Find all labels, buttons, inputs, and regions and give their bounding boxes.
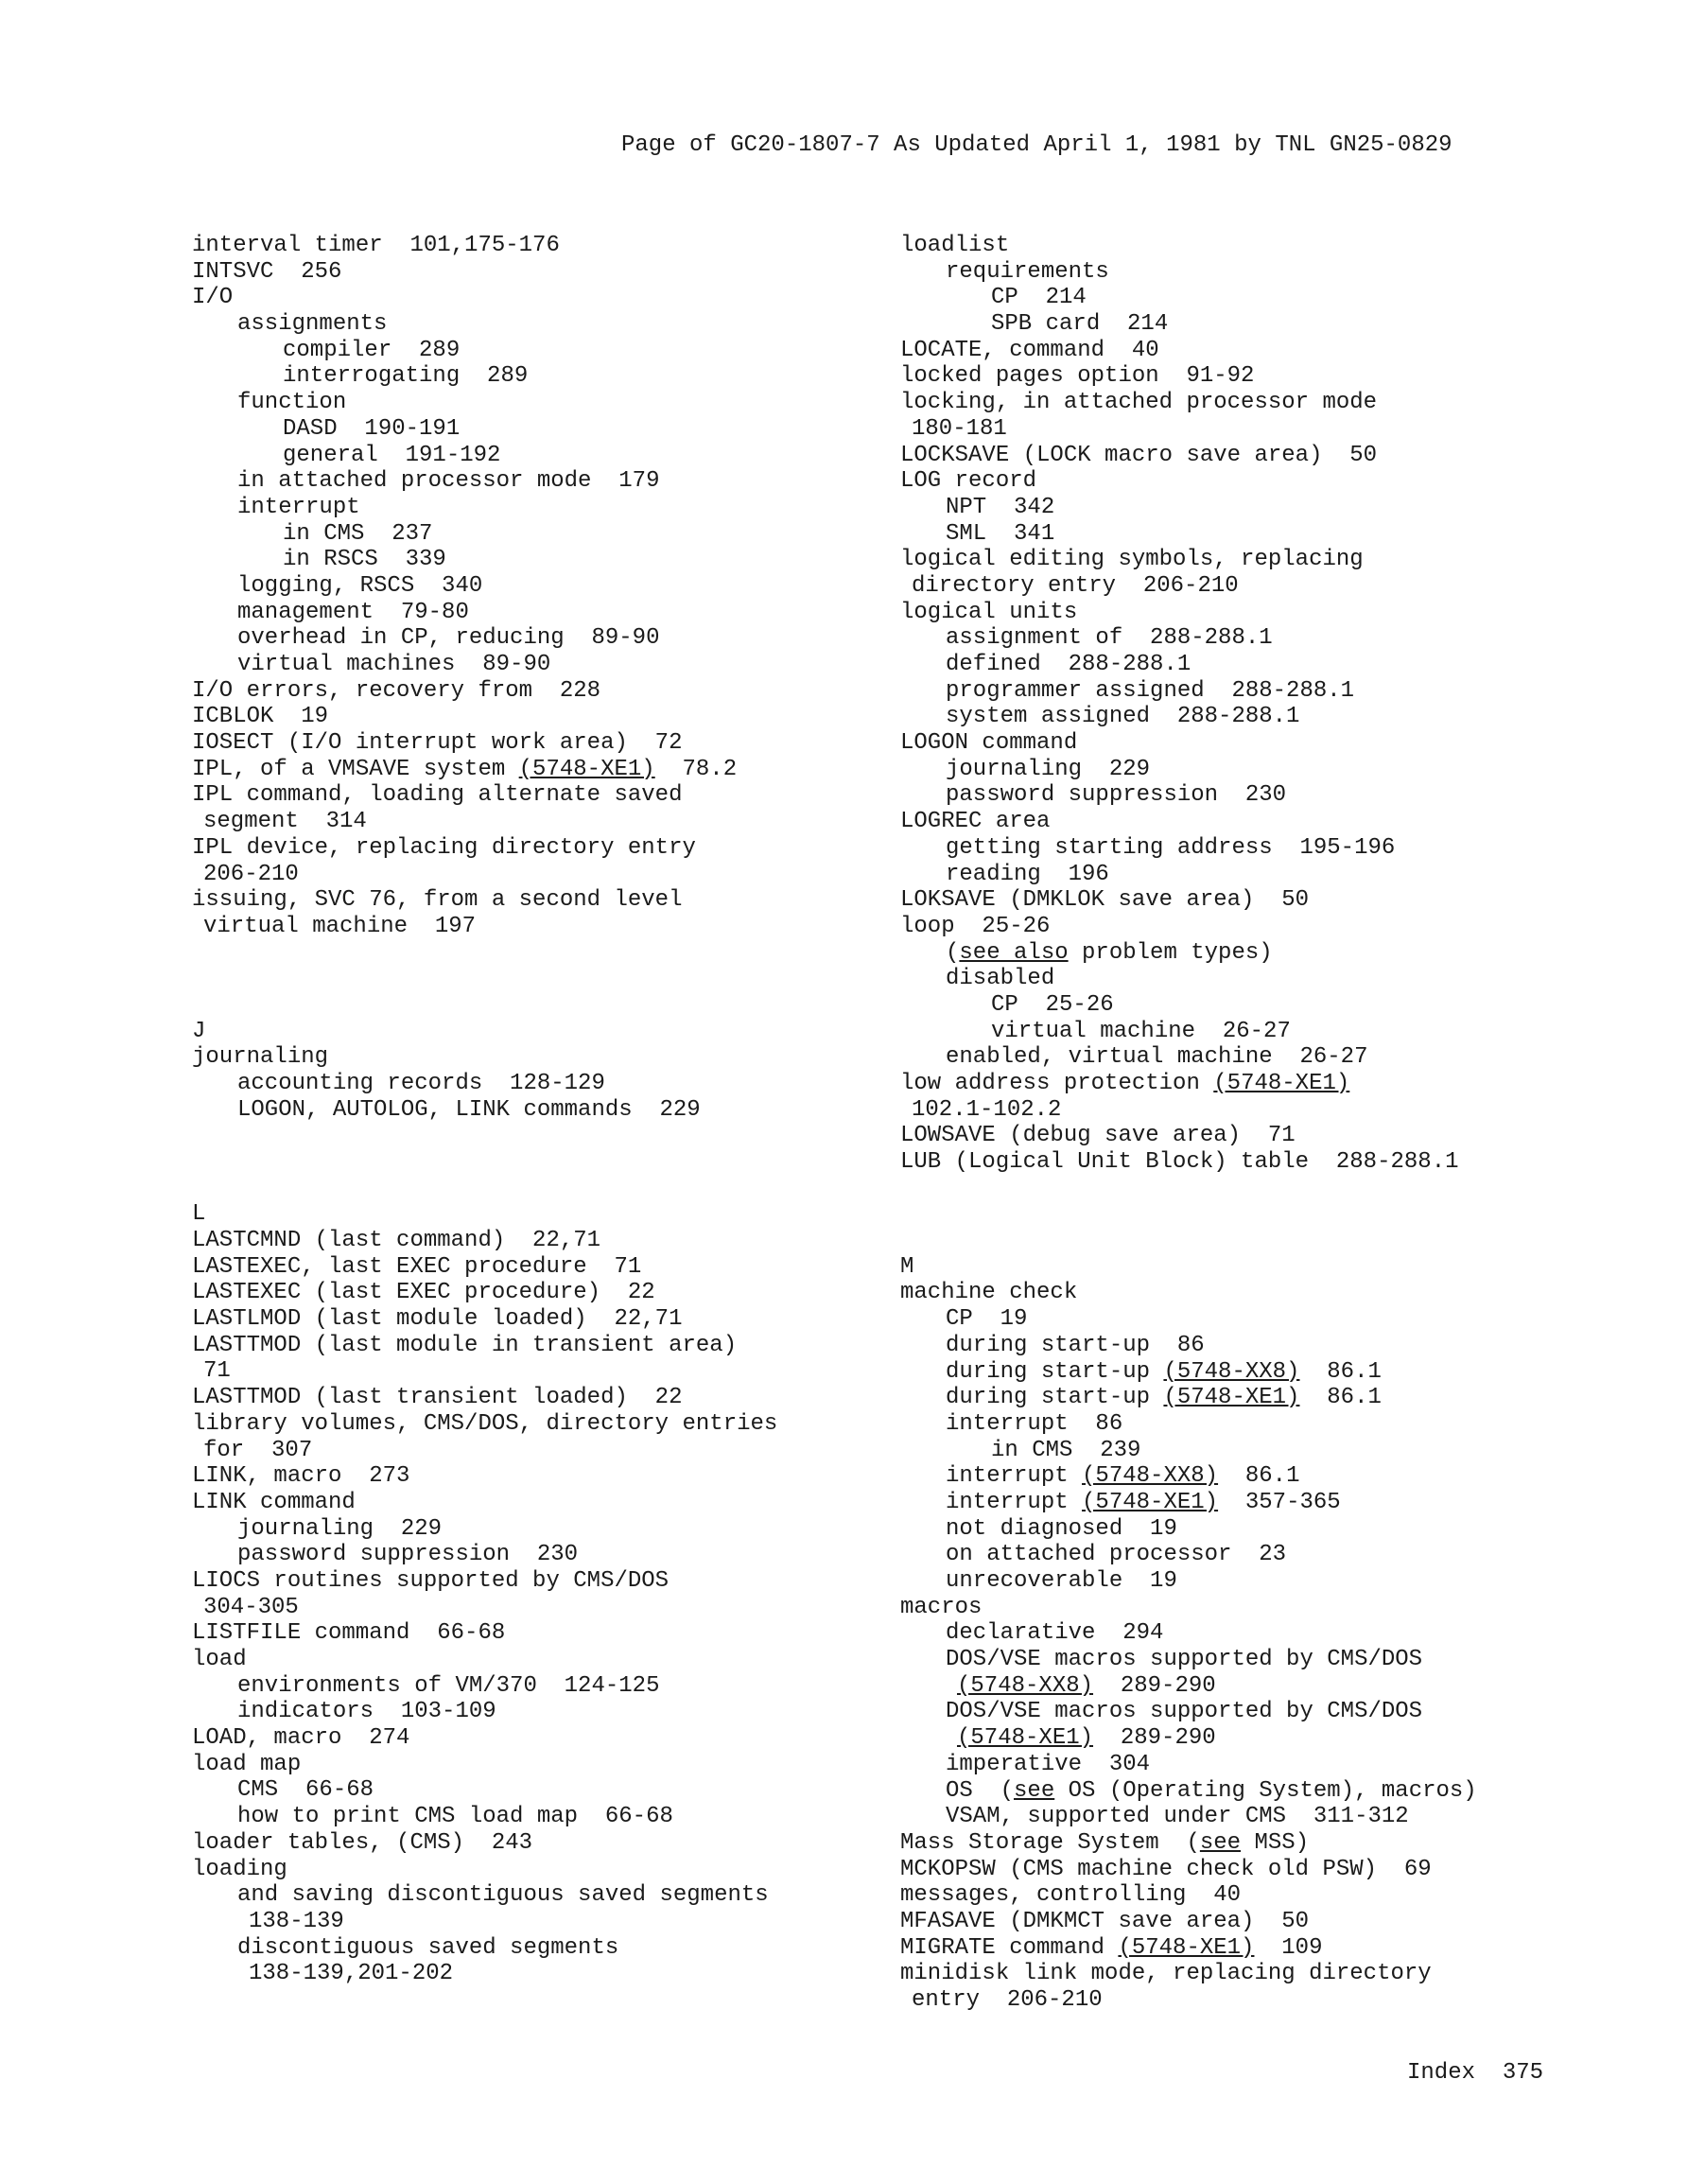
index-entry	[900, 285, 1619, 311]
index-entry-text: during start-up	[946, 1385, 1164, 1411]
index-entry	[192, 1595, 911, 1621]
index-entry-text: loading	[192, 1856, 287, 1882]
index-entry	[900, 1647, 1619, 1673]
index-entry-text: CMS 66-68	[237, 1777, 374, 1804]
index-entry	[900, 862, 1619, 888]
index-entry-text: in RSCS 339	[283, 547, 446, 573]
index-entry	[192, 547, 911, 573]
index-entry-text: function	[237, 390, 347, 416]
index-entry	[900, 757, 1619, 783]
index-entry	[900, 1280, 1619, 1306]
index-entry	[192, 1306, 911, 1333]
index-entry-text: LISTFILE command 66-68	[192, 1620, 506, 1647]
index-entry	[192, 914, 911, 940]
index-entry	[192, 1385, 911, 1411]
index-entry-text: interrupt	[946, 1489, 1083, 1515]
index-entry	[900, 1804, 1619, 1830]
index-entry-text: journaling 229	[946, 756, 1151, 782]
index-entry	[192, 1019, 911, 1045]
index-entry-text: in CMS 237	[283, 520, 433, 547]
index-entry	[192, 1909, 911, 1935]
index-entry	[192, 363, 911, 390]
index-entry	[900, 1595, 1619, 1621]
index-entry-text: LINK command	[192, 1489, 356, 1515]
index-entry-underlined: (5748-XX8)	[957, 1672, 1094, 1699]
index-entry-underlined: (5748-XX8)	[1082, 1463, 1219, 1490]
index-entry-text: LOKSAVE (DMKLOK save area) 50	[900, 887, 1310, 914]
index-entry-text: LOGON, AUTOLOG, LINK commands 229	[237, 1096, 701, 1123]
index-entry-text: CP 19	[946, 1306, 1028, 1333]
index-entry	[900, 311, 1619, 338]
index-entry-pages: OS (Operating System), macros)	[1054, 1777, 1477, 1804]
index-entry-text: LASTLMOD (last module loaded) 22,71	[192, 1306, 683, 1333]
index-entry-pages: 86.1	[1299, 1385, 1382, 1411]
index-entry-text: entry 206-210	[912, 1987, 1103, 2013]
index-entry	[900, 1909, 1619, 1935]
index-entry	[900, 1019, 1619, 1045]
index-entry-pages: 357-365	[1218, 1489, 1341, 1515]
page-footer: Index 375	[1407, 2060, 1544, 2086]
index-entry	[192, 835, 911, 862]
index-entry-text: ICBLOK 19	[192, 704, 329, 730]
index-entry	[192, 1673, 911, 1700]
index-entry	[192, 1280, 911, 1306]
index-entry-text: indicators 103-109	[237, 1699, 496, 1725]
index-entry-pages: 86.1	[1299, 1358, 1382, 1385]
index-entry	[192, 443, 911, 469]
index-entry-text: environments of VM/370 124-125	[237, 1672, 660, 1699]
index-entry-text: overhead in CP, reducing 89-90	[237, 625, 660, 652]
index-entry	[192, 1830, 911, 1857]
index-entry	[192, 1438, 911, 1464]
index-entry	[900, 678, 1619, 705]
index-entry	[192, 1961, 911, 1987]
index-entry-text: virtual machine 26-27	[991, 1018, 1291, 1044]
index-entry-text: loader tables, (CMS) 243	[192, 1829, 533, 1856]
index-entry-text: logical units	[900, 599, 1078, 625]
index-entry	[900, 1857, 1619, 1883]
index-entry	[192, 495, 911, 521]
index-entry	[192, 1201, 911, 1228]
index-entry-text: journaling	[192, 1044, 329, 1071]
index-entry-text: enabled, virtual machine 26-27	[946, 1044, 1368, 1071]
index-entry	[900, 782, 1619, 809]
index-entry-underlined: (5748-XE1)	[957, 1725, 1094, 1752]
index-entry-text: on attached processor 23	[946, 1542, 1287, 1568]
index-entry	[900, 704, 1619, 730]
index-entry	[192, 1777, 911, 1804]
index-entry	[192, 1882, 911, 1909]
index-entry	[900, 363, 1619, 390]
index-entry	[192, 1542, 911, 1568]
index-entry	[192, 573, 911, 600]
index-entry-underlined: (5748-XE1)	[1118, 1934, 1255, 1961]
index-entry-text: library volumes, CMS/DOS, directory entries	[192, 1410, 778, 1437]
index-entry	[900, 1097, 1619, 1124]
index-entry	[900, 887, 1619, 914]
index-entry-text: locking, in attached processor mode	[900, 390, 1378, 416]
index-entry-text: accounting records 128-129	[237, 1070, 605, 1096]
index-entry	[900, 1438, 1619, 1464]
index-entry	[900, 1385, 1619, 1411]
index-entry-text: LOGON command	[900, 730, 1078, 757]
index-entry-text: password suppression 230	[946, 782, 1287, 809]
index-entry-text: segment 314	[203, 809, 367, 835]
index-entry	[900, 1516, 1619, 1543]
index-entry	[192, 1333, 911, 1359]
index-entry	[192, 1935, 911, 1962]
index-entry-text: minidisk link mode, replacing directory	[900, 1961, 1432, 1987]
index-entry-text: IPL, of a VMSAVE system	[192, 756, 519, 782]
index-entry-text: interval timer 101,175-176	[192, 233, 560, 258]
index-entry-text: LOG record	[900, 468, 1037, 495]
index-entry	[900, 966, 1619, 992]
index-entry-underlined: see also	[959, 939, 1069, 966]
section-gap	[192, 940, 911, 1019]
index-entry	[192, 652, 911, 678]
index-entry-text: LUB (Logical Unit Block) table 288-288.1	[900, 1149, 1459, 1176]
index-entry-text: unrecoverable 19	[946, 1568, 1177, 1594]
index-entry	[900, 1490, 1619, 1516]
index-entry-pages: 289-290	[1093, 1672, 1216, 1699]
index-entry	[192, 1411, 911, 1438]
index-entry	[900, 1463, 1619, 1490]
index-entry	[900, 468, 1619, 495]
index-entry	[192, 1490, 911, 1516]
index-entry-text: directory entry 206-210	[912, 572, 1239, 599]
index-entry	[192, 1568, 911, 1595]
index-entry-text: J	[192, 1018, 206, 1044]
index-entry	[192, 1647, 911, 1673]
index-entry-underlined: (5748-XE1)	[518, 756, 655, 782]
index-entry-text: LOGREC area	[900, 809, 1051, 835]
index-entry	[900, 730, 1619, 757]
index-entry-text: DOS/VSE macros supported by CMS/DOS	[946, 1647, 1423, 1673]
index-entry-text: 138-139	[249, 1908, 344, 1934]
index-entry	[900, 809, 1619, 835]
index-entry-text: LASTTMOD (last transient loaded) 22	[192, 1385, 683, 1411]
index-entry	[900, 1725, 1619, 1752]
index-entry	[900, 1752, 1619, 1778]
index-entry-text: locked pages option 91-92	[900, 363, 1255, 390]
index-entry-text: and saving discontiguous saved segments	[237, 1882, 769, 1909]
index-entry-text: I/O	[192, 285, 234, 311]
index-entry-text: 304-305	[203, 1594, 299, 1620]
index-entry	[900, 1961, 1619, 1987]
index-entry	[900, 1987, 1619, 2014]
index-entry	[192, 782, 911, 809]
index-entry	[900, 573, 1619, 600]
index-entry	[900, 338, 1619, 364]
index-entry	[192, 1620, 911, 1647]
index-entry-text: reading 196	[946, 861, 1109, 887]
index-entry-text: load	[192, 1647, 247, 1672]
index-entry	[192, 468, 911, 495]
index-entry-text: CP 25-26	[991, 991, 1114, 1018]
index-entry	[900, 1333, 1619, 1359]
index-entry-text: MCKOPSW (CMS machine check old PSW) 69	[900, 1856, 1432, 1882]
index-entry	[192, 678, 911, 705]
index-entry-text: journaling 229	[237, 1515, 443, 1542]
index-entry-text: system assigned 288-288.1	[946, 704, 1300, 730]
index-entry-text: LIOCS routines supported by CMS/DOS	[192, 1567, 670, 1594]
index-entry-text: LASTEXEC, last EXEC procedure 71	[192, 1253, 642, 1280]
index-entry-text: I/O errors, recovery from 228	[192, 677, 601, 704]
index-entry	[900, 835, 1619, 862]
index-entry	[900, 1071, 1619, 1097]
index-entry-text: low address protection	[900, 1071, 1214, 1096]
index-entry-text: general 191-192	[283, 442, 501, 468]
index-entry-text: LINK, macro 273	[192, 1463, 410, 1490]
index-entry-text: interrupt	[237, 494, 360, 520]
index-entry-text: imperative 304	[946, 1751, 1151, 1777]
index-entry	[900, 233, 1619, 259]
index-entry	[192, 1857, 911, 1883]
index-entry	[192, 1804, 911, 1830]
index-entry-text: during start-up	[946, 1358, 1164, 1385]
index-entry-text: INTSVC 256	[192, 258, 342, 285]
index-entry-underlined: (5748-XE1)	[1213, 1071, 1350, 1096]
index-entry-text: LOWSAVE (debug save area) 71	[900, 1123, 1296, 1149]
index-entry	[900, 1359, 1619, 1386]
index-entry	[900, 1542, 1619, 1568]
index-entry-text: DASD 190-191	[283, 415, 461, 442]
index-entry-text: macros	[900, 1594, 983, 1620]
index-entry-text: SPB card 214	[991, 311, 1169, 338]
index-entry-text: assignments	[237, 311, 388, 338]
index-entry	[900, 625, 1619, 652]
index-entry-underlined: (5748-XX8)	[1163, 1358, 1300, 1385]
index-entry-text: assignment of 288-288.1	[946, 625, 1273, 652]
index-entry	[192, 1071, 911, 1097]
index-entry-text: CP 214	[991, 285, 1087, 311]
index-entry	[900, 1882, 1619, 1909]
index-entry-text: virtual machine 197	[203, 913, 477, 939]
index-entry-text: compiler 289	[283, 337, 461, 363]
index-entry-text: IPL device, replacing directory entry	[192, 834, 696, 861]
index-entry-underlined: see	[1199, 1829, 1242, 1856]
index-entry	[900, 992, 1619, 1019]
index-entry-text: LASTEXEC (last EXEC procedure) 22	[192, 1280, 655, 1306]
index-entry-text: 180-181	[912, 415, 1007, 442]
index-entry-text: IOSECT (I/O interrupt work area) 72	[192, 730, 683, 757]
index-entry-text: logical editing symbols, replacing	[900, 547, 1364, 573]
index-entry-text: LOCKSAVE (LOCK macro save area) 50	[900, 442, 1378, 468]
index-entry	[192, 390, 911, 416]
index-entry-text: interrupt 86	[946, 1410, 1123, 1437]
index-entry	[900, 940, 1619, 967]
page-header: Page of GC20-1807-7 As Updated April 1, 1981 by TNL GN25-0829	[621, 132, 1452, 158]
index-entry-text: defined 288-288.1	[946, 652, 1191, 677]
index-entry-pages: 109	[1254, 1934, 1323, 1961]
index-entry	[900, 1044, 1619, 1071]
index-entry-text: 206-210	[203, 861, 299, 887]
index-entry	[192, 600, 911, 626]
index-entry-pages: 289-290	[1093, 1725, 1216, 1752]
index-entry-text: NPT 342	[946, 494, 1055, 520]
index-entry-pages: 78.2	[654, 756, 738, 782]
index-entry-text: getting starting address 195-196	[946, 834, 1396, 861]
index-entry-pages: problem types)	[1068, 939, 1273, 966]
index-entry-text: L	[192, 1201, 206, 1228]
index-entry-text: interrupt	[946, 1463, 1083, 1490]
index-entry-text: MFASAVE (DMKMCT save area) 50	[900, 1908, 1310, 1934]
index-entry-text: messages, controlling 40	[900, 1882, 1242, 1909]
index-entry-text: during start-up 86	[946, 1332, 1205, 1358]
index-entry-text: virtual machines 89-90	[237, 652, 551, 677]
index-entry-text: (	[946, 939, 960, 966]
index-entry	[900, 416, 1619, 443]
index-entry-text: loop 25-26	[900, 913, 1051, 939]
index-entry	[192, 757, 911, 783]
index-entry-pages: MSS)	[1241, 1829, 1310, 1856]
index-entry	[900, 1306, 1619, 1333]
index-entry-text: OS (	[946, 1777, 1015, 1804]
index-entry	[192, 233, 911, 259]
index-entry-text: declarative 294	[946, 1620, 1164, 1647]
index-entry-text: LOCATE, command 40	[900, 337, 1159, 363]
index-entry	[900, 443, 1619, 469]
index-entry-text: loadlist	[900, 233, 1010, 258]
index-entry	[900, 1699, 1619, 1725]
index-entry-text: M	[900, 1253, 914, 1280]
index-entry-text: disabled	[946, 966, 1055, 992]
index-entry	[192, 1044, 911, 1071]
index-entry	[192, 1358, 911, 1385]
index-entry	[192, 809, 911, 835]
index-entry	[192, 338, 911, 364]
index-entry-text: LASTCMND (last command) 22,71	[192, 1228, 601, 1253]
index-entry-text: 71	[203, 1358, 231, 1385]
index-entry-text: VSAM, supported under CMS 311-312	[946, 1804, 1409, 1830]
index-entry	[192, 521, 911, 548]
index-entry-text: in CMS 239	[991, 1437, 1141, 1463]
index-entry-text: programmer assigned 288-288.1	[946, 677, 1355, 704]
index-entry	[900, 1123, 1619, 1149]
index-entry	[192, 1752, 911, 1778]
index-entry-text: interrogating 289	[283, 363, 529, 390]
index-entry	[900, 495, 1619, 521]
index-entry-text: logging, RSCS 340	[237, 572, 483, 599]
index-entry-text: discontiguous saved segments	[237, 1934, 619, 1961]
index-entry	[192, 887, 911, 914]
index-entry-pages: 86.1	[1218, 1463, 1300, 1490]
index-entry	[192, 1097, 911, 1124]
index-entry	[900, 600, 1619, 626]
index-entry	[900, 1568, 1619, 1595]
section-gap	[900, 1176, 1619, 1254]
index-entry-text: 102.1-102.2	[912, 1096, 1062, 1123]
index-entry	[192, 1228, 911, 1254]
index-entry-text: for 307	[203, 1437, 313, 1463]
index-entry	[192, 311, 911, 338]
index-entry-text: management 79-80	[237, 599, 469, 625]
index-entry-text: Mass Storage System (	[900, 1829, 1200, 1856]
index-entry	[900, 259, 1619, 286]
index-entry-text: LASTTMOD (last module in transient area)	[192, 1332, 738, 1358]
index-entry	[900, 1830, 1619, 1857]
index-entry-text: how to print CMS load map 66-68	[237, 1804, 673, 1830]
index-entry	[900, 1254, 1619, 1281]
index-entry	[900, 652, 1619, 678]
index-entry	[192, 416, 911, 443]
index-column-right	[900, 233, 1619, 2014]
index-entry-text: in attached processor mode 179	[237, 468, 660, 495]
index-entry	[900, 547, 1619, 573]
index-entry	[900, 914, 1619, 940]
index-entry-text: password suppression 230	[237, 1542, 579, 1568]
index-entry	[192, 285, 911, 311]
index-entry	[192, 730, 911, 757]
index-entry-text: IPL command, loading alternate saved	[192, 782, 683, 809]
index-entry-text: load map	[192, 1751, 302, 1777]
index-entry-underlined: (5748-XE1)	[1082, 1489, 1219, 1515]
index-entry	[900, 1620, 1619, 1647]
index-entry	[900, 390, 1619, 416]
index-column-left	[192, 233, 914, 1987]
index-entry	[192, 259, 911, 286]
index-entry	[192, 704, 911, 730]
index-entry	[192, 1725, 911, 1752]
index-entry	[900, 1411, 1619, 1438]
index-entry	[192, 1463, 911, 1490]
index-entry-text: DOS/VSE macros supported by CMS/DOS	[946, 1699, 1423, 1725]
index-entry-text: not diagnosed 19	[946, 1515, 1177, 1542]
index-entry	[900, 521, 1619, 548]
index-entry	[900, 1673, 1619, 1700]
index-entry	[192, 1253, 914, 1281]
index-entry	[192, 1516, 911, 1543]
index-entry	[192, 862, 911, 888]
index-entry-text: 138-139,201-202	[249, 1961, 454, 1987]
index-entry	[900, 1935, 1619, 1962]
index-entry-text: MIGRATE command	[900, 1934, 1119, 1961]
index-entry	[192, 1699, 911, 1725]
index-entry	[900, 1149, 1619, 1176]
index-entry-underlined: see	[1014, 1777, 1055, 1804]
index-entry	[192, 625, 911, 652]
index-entry-text: issuing, SVC 76, from a second level	[192, 887, 683, 914]
index-entry-text: LOAD, macro 274	[192, 1725, 410, 1752]
index-entry-underlined: (5748-XE1)	[1163, 1385, 1300, 1411]
index-entry	[900, 1778, 1619, 1805]
section-gap	[192, 1123, 911, 1201]
index-entry-text: machine check	[900, 1280, 1078, 1306]
index-entry-text: SML 341	[946, 520, 1055, 547]
index-entry-text: requirements	[946, 258, 1109, 285]
